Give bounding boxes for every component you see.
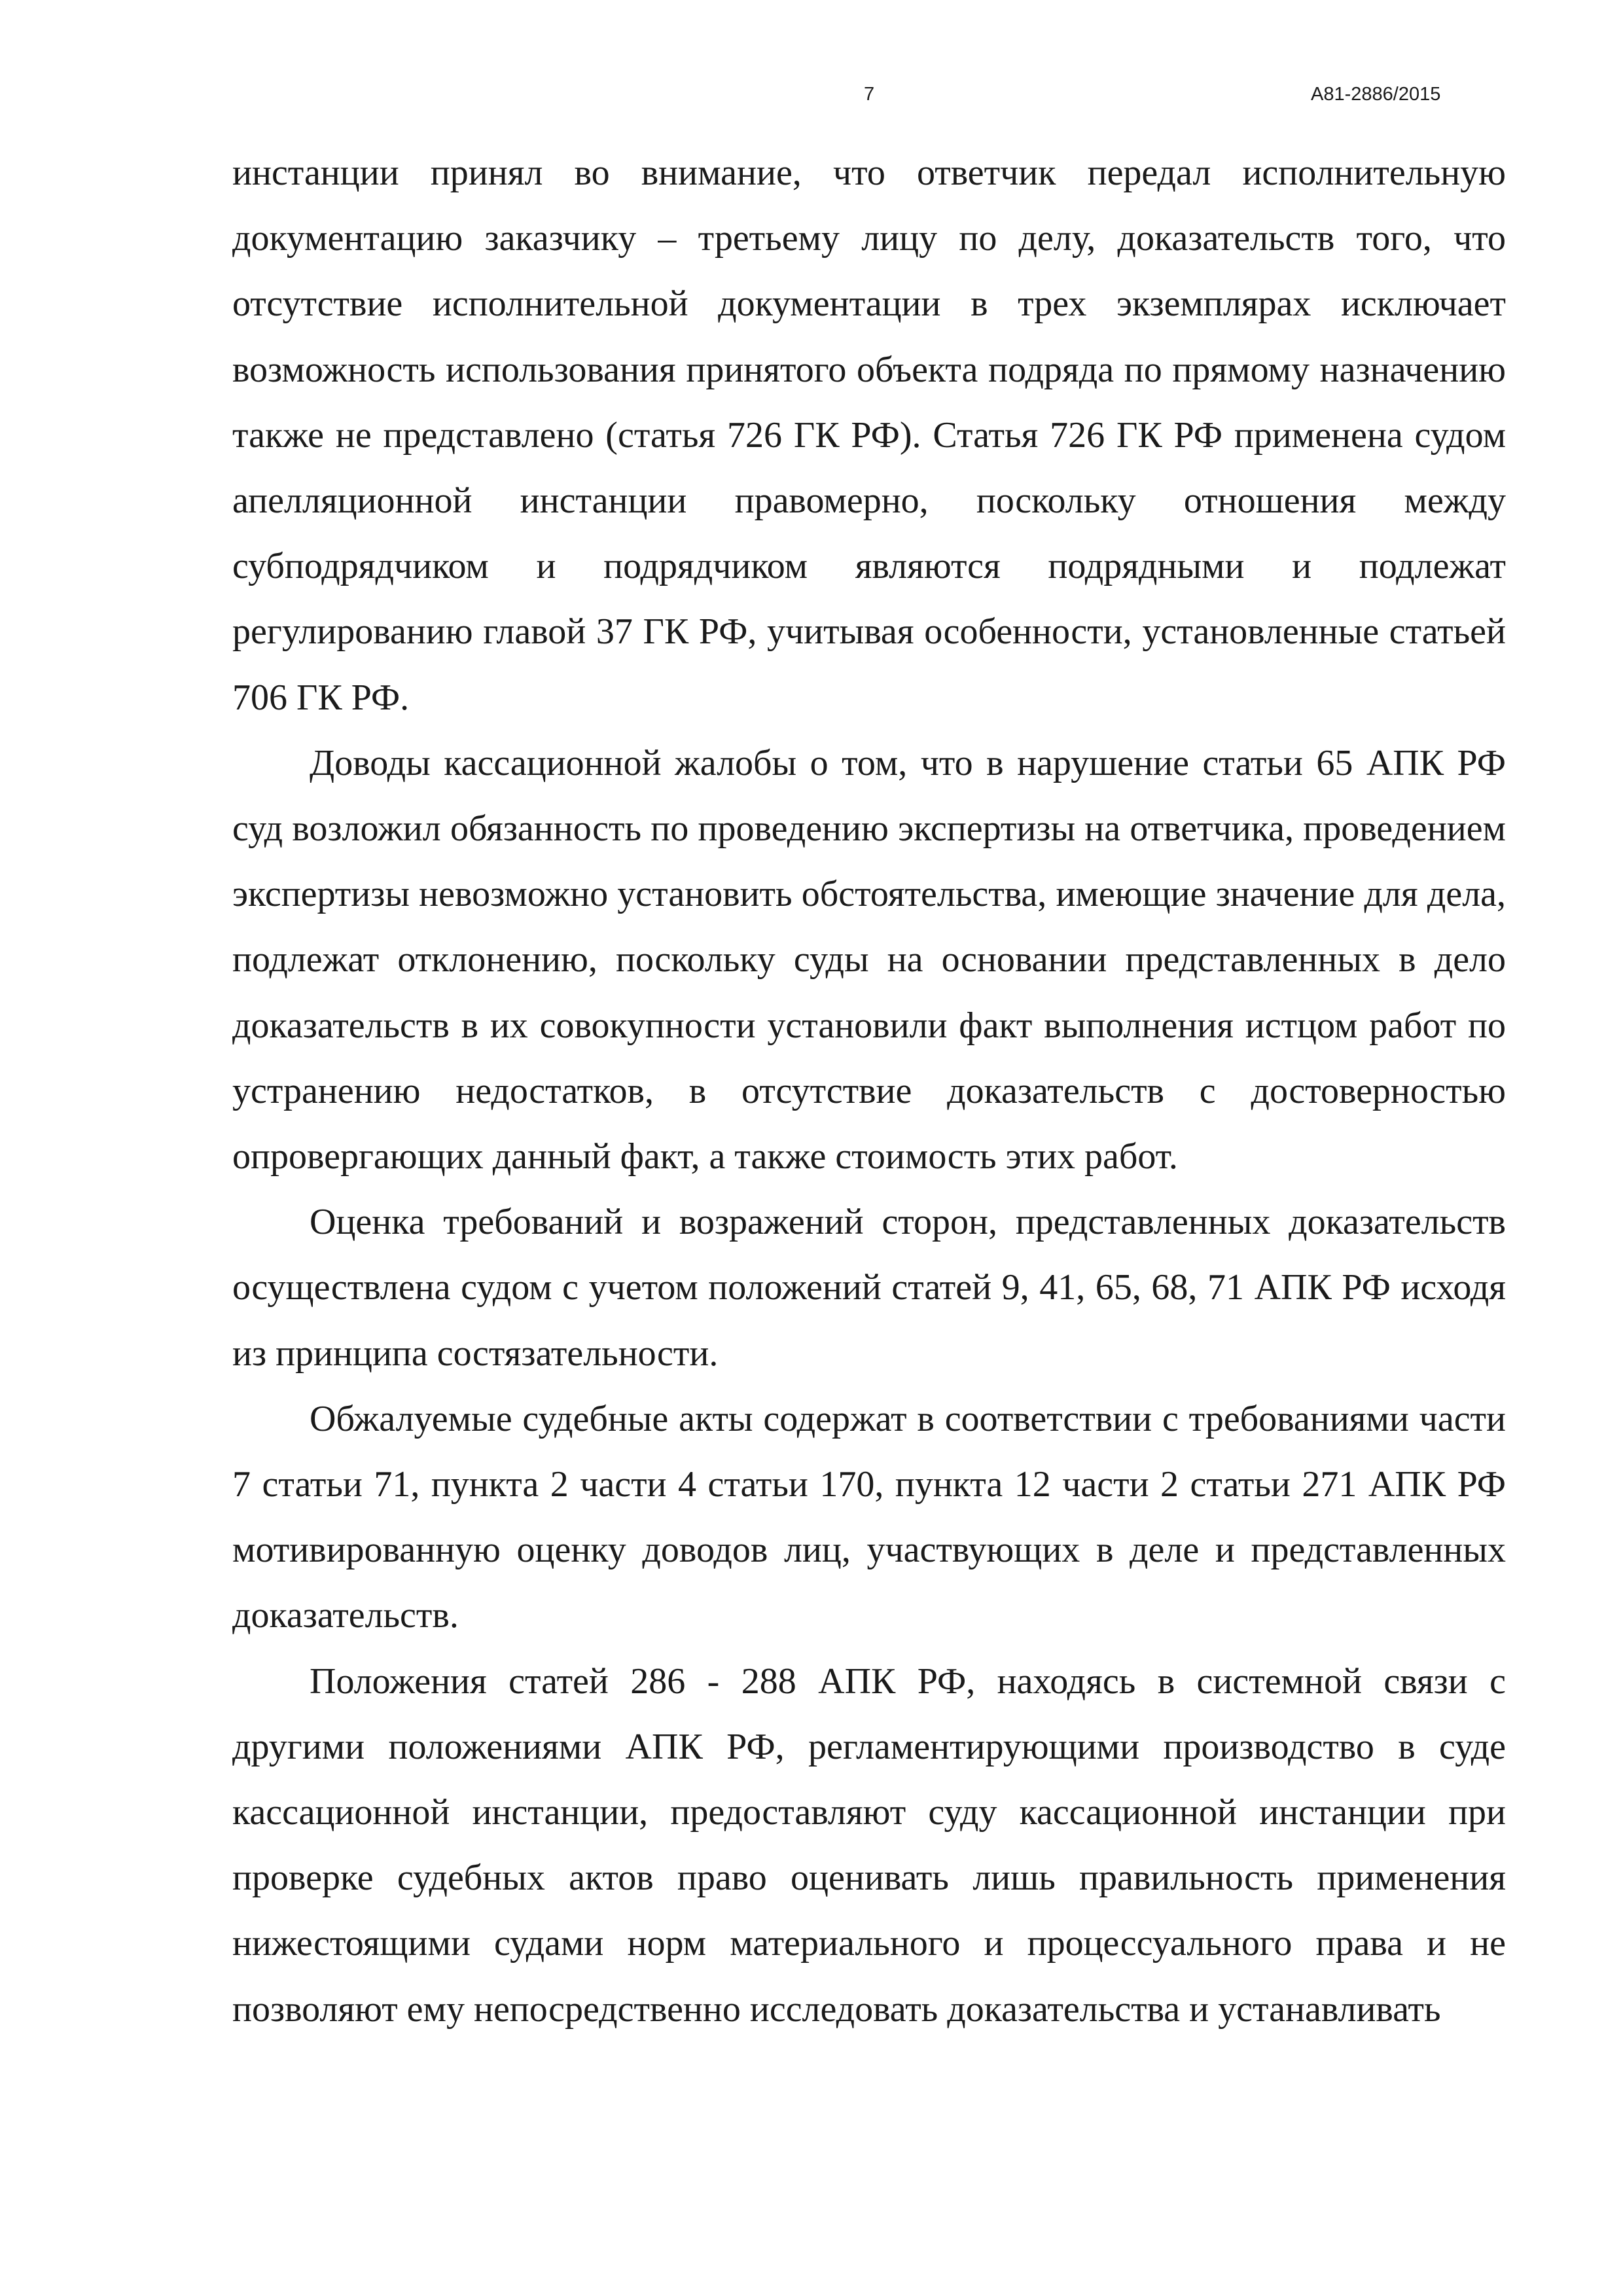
paragraph-evidence-assessment: Оценка требований и возражений сторон, представленных доказательств осуществлена судом с учетом положений статей 9, 41, 65, 68, 71 АПК РФ исходя из принципа состязательности.: [232, 1202, 1506, 1374]
document-body: [232, 140, 1506, 2042]
paragraph-continuation: инстанции принял во внимание, что ответчик передал исполнительную документацию заказчику – третьему лицу по делу, доказательств того, что отсутствие исполнительной документации в трех экземплярах исключает возможность использования принятого объекта подряда по прямому назначению также не представлено (статья 726 ГК РФ). Статья 726 ГК РФ применена судом апелляционной инстанции правомерно, поскольку отношения между субподрядчиком и подрядчиком являются подрядными и подлежат регулированию главой 37 ГК РФ, учитывая особенности, установленные статьей 706 ГК РФ.: [232, 152, 1506, 718]
page-number: 7: [864, 84, 875, 105]
paragraph-cassation-scope: Положения статей 286 - 288 АПК РФ, находясь в системной связи с другими положениями АПК РФ, регламентирующими производство в суде кассационной инстанции, предоставляют суду кассационной инстанции при проверке судебных актов право оценивать лишь правильность применения нижестоящими судами норм материального и процессуального права и не позволяют ему непосредственно исследовать доказательства и устанавливать: [232, 1660, 1506, 2030]
case-number: А81-2886/2015: [1311, 84, 1441, 105]
paragraph-judicial-acts: Обжалуемые судебные акты содержат в соответствии с требованиями части 7 статьи 71, пункта 2 части 4 статьи 170, пункта 12 части 2 статьи 271 АПК РФ мотивированную оценку доводов лиц, участвующих в деле и представленных доказательств.: [232, 1398, 1506, 1636]
page-header: [0, 84, 1623, 110]
paragraph-cassation-arguments: Доводы кассационной жалобы о том, что в нарушение статьи 65 АПК РФ суд возложил обязанность по проведению экспертизы на ответчика, проведением экспертизы невозможно установить обстоятельства, имеющие значение для дела, подлежат отклонению, поскольку суды на основании представленных в дело доказательств в их совокупности установили факт выполнения истцом работ по устранению недостатков, в отсутствие доказательств с достоверностью опровергающих данный факт, а также стоимость этих работ.: [232, 742, 1506, 1177]
